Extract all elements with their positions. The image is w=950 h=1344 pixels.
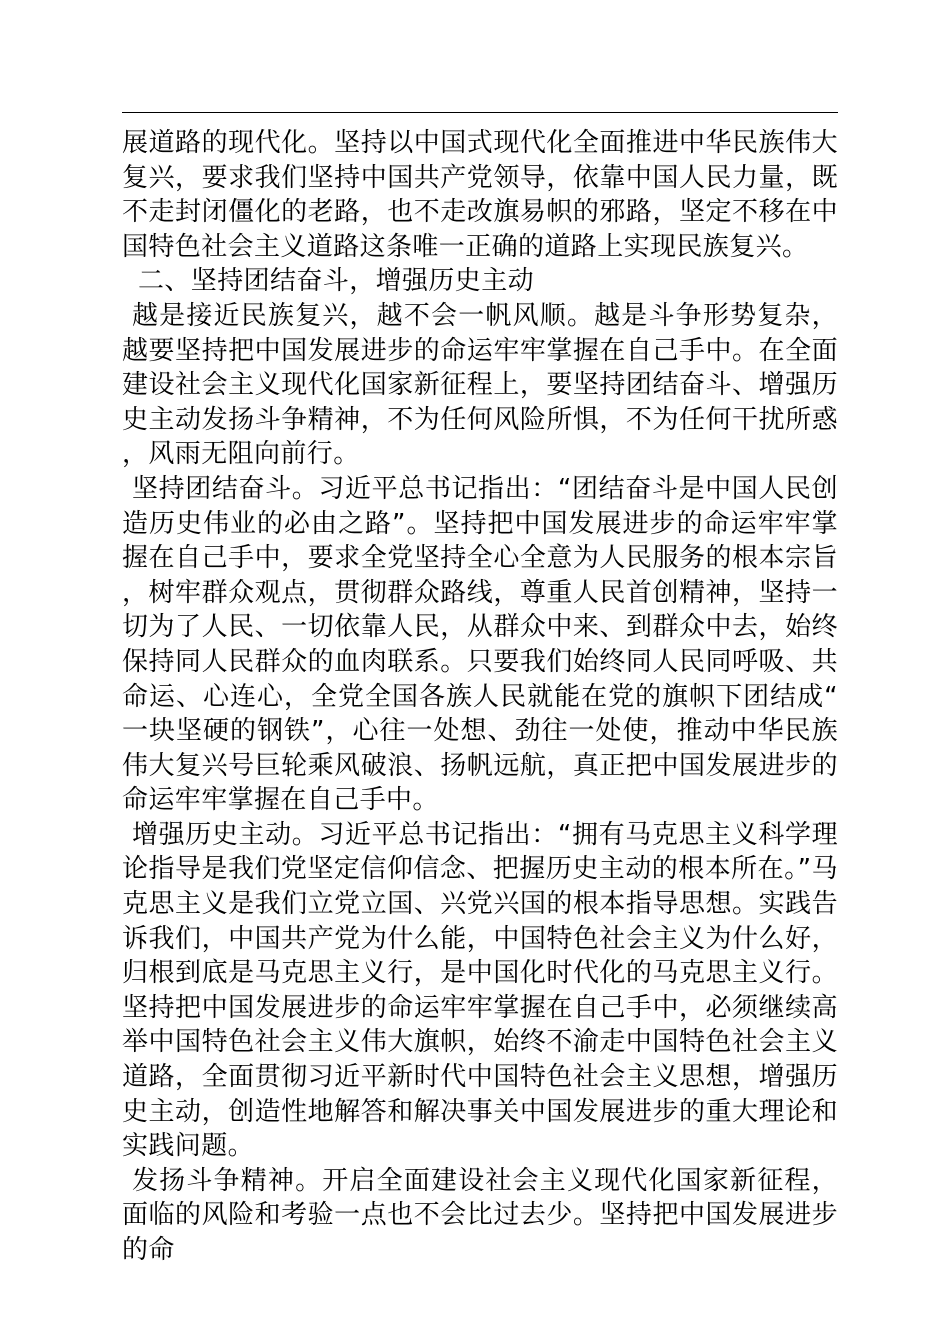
paragraph-unity: 坚持团结奋斗。习近平总书记指出：“团结奋斗是中国人民创造历史伟业的必由之路”。坚持把中国发展进步的命运牢牢掌握在自己手中，要求全党坚持全心全意为人民服务的根本宗旨，树牢群众观点，贯彻群众路线，尊重人民首创精神，坚持一切为了人民、一切依靠人民，从群众中来、到群众中去，始终保持同人民群众的血肉联系。只要我们始终同人民同呼吸、共命运、心连心，全党全国各族人民就能在党的旗帜下团结成“一块坚硬的钢铁”，心往一处想、劲往一处使，推动中华民族伟大复兴号巨轮乘风破浪、扬帆远航，真正把中国发展进步的命运牢牢掌握在自己手中。 <box>122 473 838 816</box>
paragraph-intro: 越是接近民族复兴，越不会一帆风顺。越是斗争形势复杂，越要坚持把中国发展进步的命运牢牢掌握在自己手中。在全面建设社会主义现代化国家新征程上，要坚持团结奋斗、增强历史主动发扬斗争精神，不为任何风险所惧，不为任何干扰所惑，风雨无阻向前行。 <box>122 300 838 470</box>
paragraph-initiative: 增强历史主动。习近平总书记指出：“拥有马克思主义科学理论指导是我们党坚定信仰信念、把握历史主动的根本所在。”马克思主义是我们立党立国、兴党兴国的根本指导思想。实践告诉我们，中国共产党为什么能，中国特色社会主义为什么好，归根到底是马克思主义行，是中国化时代化的马克思主义行。坚持把中国发展进步的命运牢牢掌握在自己手中，必须继续高举中国特色社会主义伟大旗帜，始终不渝走中国特色社会主义道路，全面贯彻习近平新时代中国特色社会主义思想，增强历史主动，创造性地解答和解决事关中国发展进步的重大理论和实践问题。 <box>122 819 838 1162</box>
header-rule <box>122 112 838 113</box>
document-body <box>122 126 838 1268</box>
section-heading: 二、坚持团结奋斗，增强历史主动 <box>138 266 535 297</box>
paragraph-struggle: 发扬斗争精神。开启全面建设社会主义现代化国家新征程，面临的风险和考验一点也不会比过去少。坚持把中国发展进步的命 <box>122 1165 838 1265</box>
paragraph-continuation: 展道路的现代化。坚持以中国式现代化全面推进中华民族伟大复兴，要求我们坚持中国共产党领导，依靠中国人民力量，既不走封闭僵化的老路，也不走改旗易帜的邪路，坚定不移在中国特色社会主义道路这条唯一正确的道路上实现民族复兴。 <box>122 128 838 262</box>
